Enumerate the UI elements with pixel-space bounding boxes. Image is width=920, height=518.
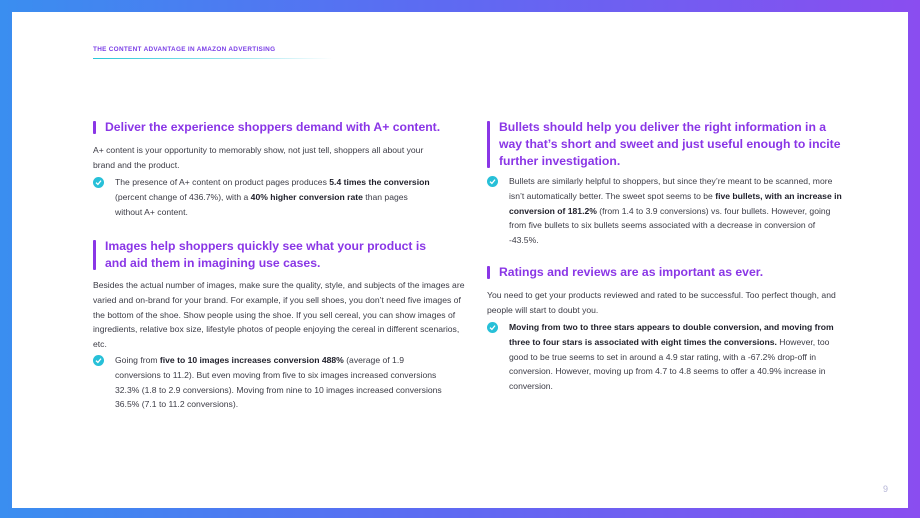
- section-heading-images: [93, 238, 451, 272]
- section-heading-bullets: [487, 119, 851, 170]
- running-header: THE CONTENT ADVANTAGE IN AMAZON ADVERTISING: [93, 46, 276, 53]
- images-bullet: Going from five to 10 images increases conversion 488% (average of 1.9 conversions to 11.2). But even moving from five to six images increased conversions 32.3% (1.8 to 2.9 conversions). Moving from nine to 10 images increased conversions 36.5% (7.1 to 11.2 conversions).: [93, 353, 447, 412]
- checkmark-icon: [93, 355, 104, 366]
- a-plus-bullet: The presence of A+ content on product pages produces 5.4 times the conversion (percent change of 436.7%), with a 40% higher conversion rate than pages without A+ content.: [93, 175, 433, 219]
- heading-accent-bar: [487, 121, 490, 168]
- a-plus-paragraph: A+ content is your opportunity to memorably show, not just tell, shoppers all about your brand and the product.: [93, 145, 424, 170]
- images-paragraph: Besides the actual number of images, make sure the quality, style, and subjects of the images are varied and on-brand for your brand. For example, if you sell shoes, you don’t need five images of the bottom of the shoe. Show people using the shoe. If you sell cereal, you can show images of ingredients, relative box size, lifestyle photos of people enjoying the cereal in different scenarios, etc.: [93, 280, 465, 350]
- heading-accent-bar: [93, 121, 96, 134]
- heading-text: Deliver the experience shoppers demand with A+ content.: [105, 120, 441, 134]
- checkmark-icon: [487, 322, 498, 333]
- bullets-bullet: Bullets are similarly helpful to shoppers, but since they’re meant to be scanned, more isn’t automatically better. The sweet spot seems to be five bullets, with an increase in conversion of 181.2% (from 1.4 to 3.9 conversions) vs. four bullets. However, going from five bullets to six bullets seems associated with a decrease in conversion of -43.5%.: [487, 174, 847, 248]
- ratings-bullet: Moving from two to three stars appears to double conversion, and moving from three to four stars is associated with eight times the conversions. However, too good to be true seems to set in around a 4.9 star rating, with a -67.2% drop-off in conversion. However, moving up from 4.7 to 4.8 seems to offer a 40.9% increase in conversion.: [487, 320, 849, 394]
- heading-accent-bar: [93, 240, 96, 270]
- page-number: 9: [882, 484, 888, 494]
- page: [12, 12, 908, 508]
- section-heading-a-plus: [93, 119, 463, 136]
- checkmark-icon: [93, 177, 104, 188]
- heading-accent-bar: [487, 266, 490, 279]
- section-heading-ratings: [487, 264, 851, 281]
- checkmark-icon: [487, 176, 498, 187]
- ratings-paragraph: You need to get your products reviewed and rated to be successful. Too perfect though, and people will start to doubt you.: [487, 290, 836, 315]
- heading-text: Ratings and reviews are as important as ever.: [499, 265, 764, 279]
- heading-text: Bullets should help you deliver the right information in a way that’s short and sweet and just useful enough to incite further investigation.: [499, 120, 841, 168]
- heading-text: Images help shoppers quickly see what your product is and aid them in imagining use cases.: [105, 239, 427, 270]
- header-rule: [93, 58, 333, 59]
